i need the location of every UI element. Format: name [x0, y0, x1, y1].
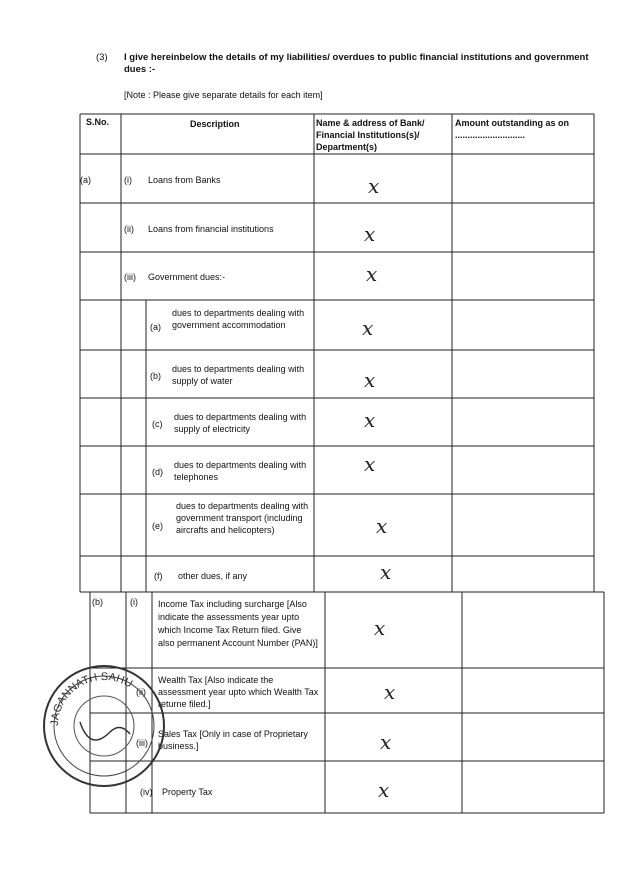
row-mark: x: [380, 560, 392, 584]
row-sno: (a): [80, 175, 91, 185]
row-mark: x: [384, 680, 396, 704]
row-roman: (i): [130, 597, 138, 607]
row-description: dues to departments dealing with supply of water: [172, 364, 305, 386]
row-mark: x: [380, 730, 392, 754]
row-description: Loans from Banks: [148, 175, 221, 185]
note-text: [Note : Please give separate details for each item]: [124, 90, 323, 100]
row-mark: x: [364, 368, 376, 392]
row-mark: x: [364, 408, 376, 432]
row-roman: (i): [124, 175, 132, 185]
seal-text: JAGANNATH SAHU: [48, 670, 135, 727]
row-description: Property Tax: [162, 787, 213, 797]
row-sub: (a): [150, 322, 161, 332]
row-description: dues to departments dealing with government accommodation: [172, 308, 305, 330]
header-name-address: Name & address of Bank/ Financial Institutions(s)/ Department(s): [316, 118, 425, 152]
row-description: Government dues:-: [148, 272, 226, 282]
row-roman: (ii): [136, 687, 146, 697]
row-mark: x: [362, 316, 374, 340]
row-sub: (e): [152, 521, 163, 531]
header-sno: S.No.: [86, 117, 110, 127]
row-description: Sales Tax [Only in case of Proprietary business.]: [158, 729, 308, 751]
row-description: Income Tax including surcharge [Also indicate the assessments year upto which Income Tax Return filed. Give also permanent Account Number (PAN)]: [158, 599, 318, 648]
row-description: dues to departments dealing with supply of electricity: [174, 412, 307, 434]
row-mark: x: [364, 452, 376, 476]
row-roman: (iii): [136, 738, 148, 748]
header-amount: Amount outstanding as on ............................: [455, 118, 569, 140]
row-sub: (d): [152, 467, 163, 477]
row-mark: x: [376, 514, 388, 538]
row-description: Loans from financial institutions: [148, 224, 274, 234]
row-description: Wealth Tax [Also indicate the assessment year upto which Wealth Tax returne filed.]: [158, 675, 319, 709]
row-description: other dues, if any: [178, 571, 248, 581]
row-mark: x: [374, 616, 386, 640]
row-roman: (iii): [124, 272, 136, 282]
intro-text: I give hereinbelow the details of my liabilities/ overdues to public financial institutions and government dues :-: [124, 52, 589, 75]
row-mark: x: [364, 222, 376, 246]
row-sub: (b): [150, 371, 161, 381]
row-description: dues to departments dealing with government transport (including aircrafts and helicopters): [176, 501, 309, 535]
row-mark: x: [366, 262, 378, 286]
row-sno: (b): [92, 597, 103, 607]
row-description: dues to departments dealing with telephones: [174, 460, 307, 482]
row-mark: x: [378, 778, 390, 802]
round-seal-stamp: [40, 662, 168, 790]
header-description: Description: [190, 119, 240, 129]
row-roman: (ii): [124, 224, 134, 234]
row-sub: (c): [152, 419, 163, 429]
row-mark: x: [368, 174, 380, 198]
row-sub: (f): [154, 571, 163, 581]
row-roman: (iv): [140, 787, 153, 797]
item-number: (3): [96, 52, 108, 63]
